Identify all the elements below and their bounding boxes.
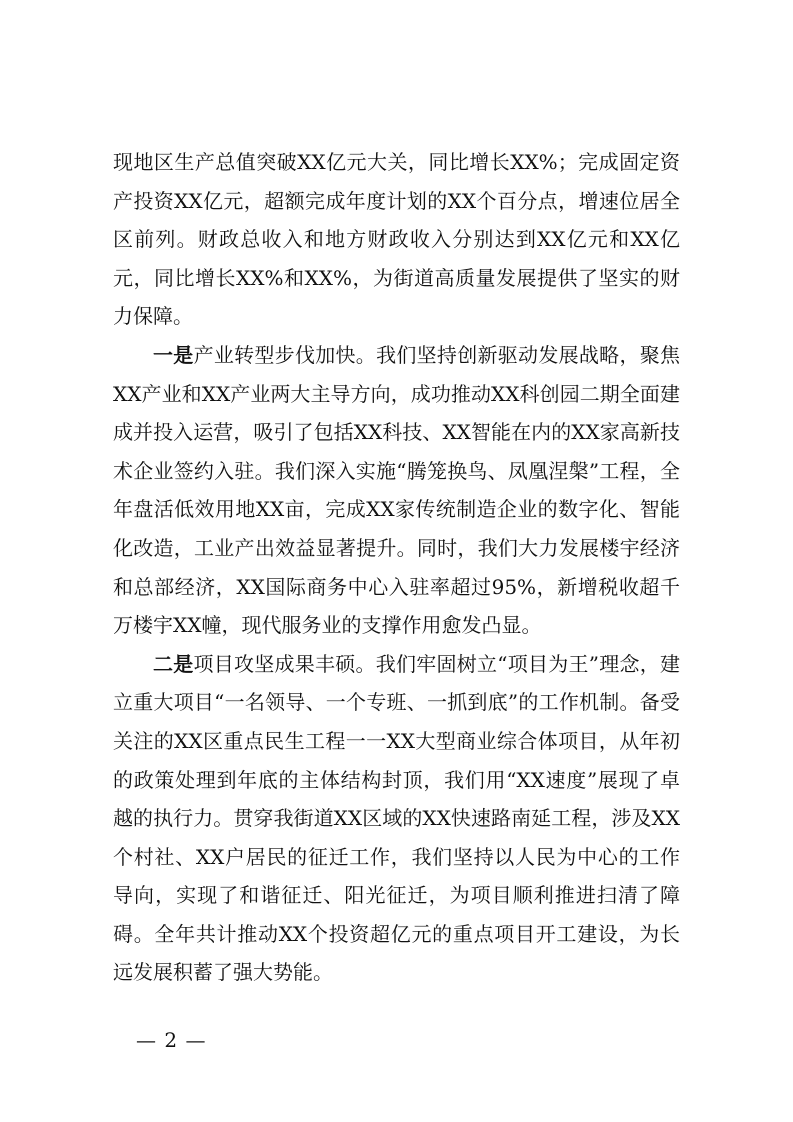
paragraph-body-second: 项目攻坚成果丰硕。我们牢固树立“项目为王”理念，建立重大项目“一名领导、一个专班、一抓到底”的工作机制。备受关注的XX区重点民生工程一一XX大型商业综合体项目，从年初的政策处理到年底的主体结构封顶，我们用“XX速度”展现了卓越的执行力。贯穿我街道XX区域的XX快速路南延工程，涉及XX个村社、XX户居民的征迁工作，我们坚持以人民为中心的工作导向，实现了和谐征迁、阳光征迁，为项目顺利推进扫清了障碍。全年共计推动XX个投资超亿元的重点项目开工建设，为长远发展积蓄了强大势能。: [113, 651, 681, 985]
paragraph-industrial-transformation: [113, 336, 680, 645]
paragraph-project-results: [113, 645, 680, 992]
paragraph-economic-summary: 现地区生产总值突破XX亿元大关，同比增长XX%；完成固定资产投资XX亿元，超额完成年度计划的XX个百分点，增速位居全区前列。财政总收入和地方财政收入分别达到XX亿元和XX亿元，同比增长XX%和XX%，为街道高质量发展提供了坚实的财力保障。: [113, 150, 680, 329]
paragraph-body-first: 产业转型步伐加快。我们坚持创新驱动发展战略，聚焦XX产业和XX产业两大主导方向，成功推动XX科创园二期全面建成并投入运营，吸引了包括XX科技、XX智能在内的XX家高新技术企业签约入驻。我们深入实施“腾笼换鸟、凤凰涅槃”工程，全年盘活低效用地XX亩，完成XX家传统制造企业的数字化、智能化改造，工业产出效益显著提升。同时，我们大力发展楼宇经济和总部经济，XX国际商务中心入驻率超过95%，新增税收超千万楼宇XX幢，现代服务业的支撑作用愈发凸显。: [113, 342, 681, 638]
paragraph-lead-second: 二是: [153, 651, 194, 676]
page-number: — 2 —: [136, 1028, 207, 1052]
paragraph-lead-first: 一是: [153, 342, 194, 367]
document-body: [113, 143, 680, 992]
